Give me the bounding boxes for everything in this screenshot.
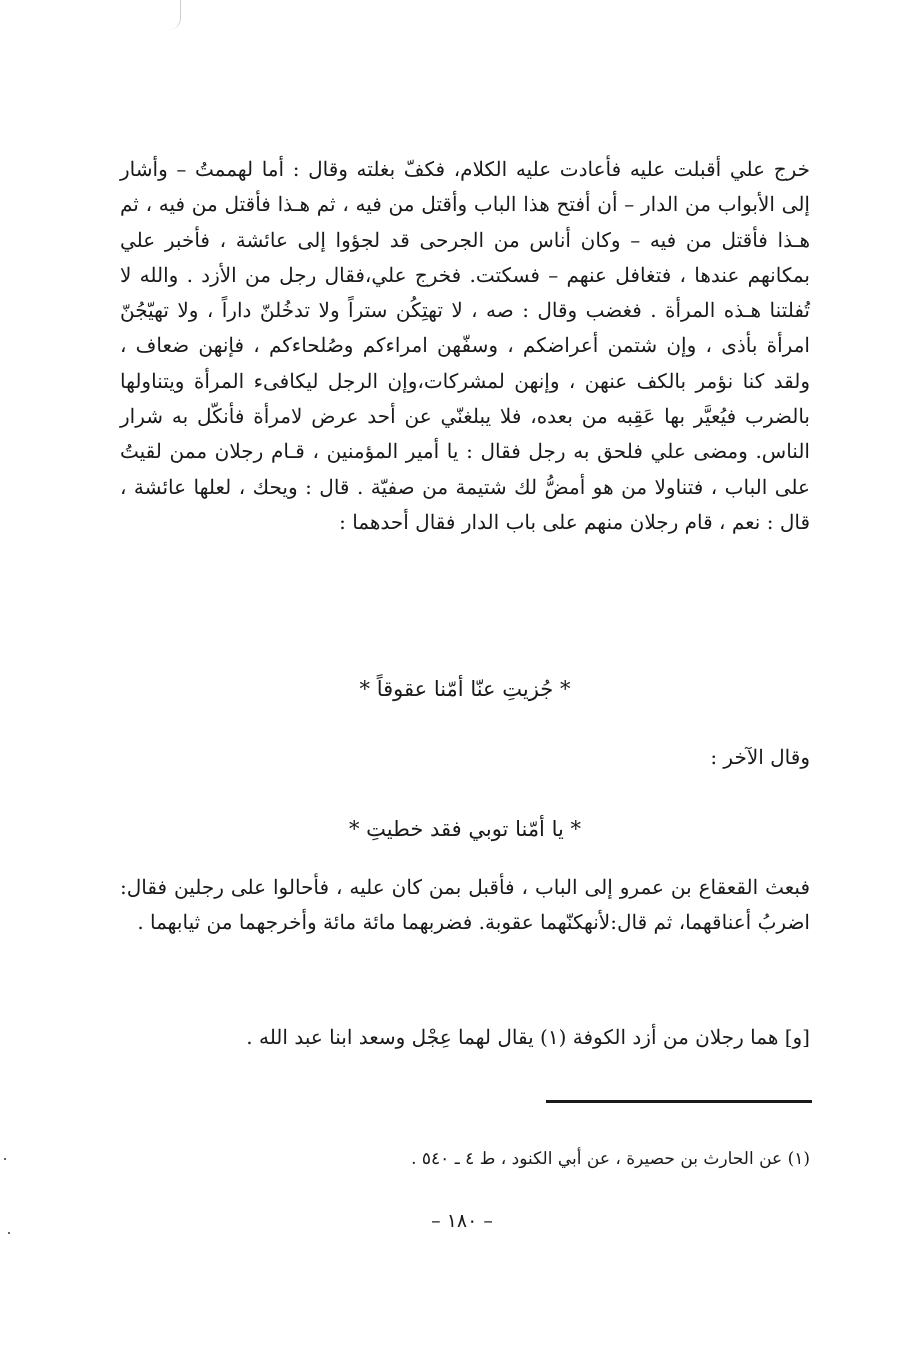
margin-speck [8,1232,10,1234]
footnote-separator [546,1100,812,1103]
main-text-block [120,152,810,540]
paragraph-3: [و] هما رجلان من أزد الكوفة (١) يقال لهما عِجْل وسعد ابنا عبد الله . [246,1025,810,1049]
paragraph-1: خرج علي أقبلت عليه فأعادت عليه الكلام، فكفّ بغلته وقال : أما لهممتُ – وأشار إلى الأبواب من الدار – أن أفتح هذا الباب وأقتل من فيه ، ثم هـذا فأقتل من فيه ، ثم هـذا فأقتل من فيه – وكان أناس من الجرحى قد لجؤوا إلى عائشة ، فأخبر علي بمكانهم عندها ، فتغافل عنهم – فسكتت. فخرج علي،فقال رجل من الأزد . والله لا تُفلتنا هـذه المرأة . فغضب وقال : صه ، لا تهتِكُن ستراً ولا تدخُلنّ داراً ، ولا تهيّجُنّ امرأة بأذى ، وإن شتمن أعراضكم ، وسفّهن امراءكم وصُلحاءكم ، فإنهن ضعاف ، ولقد كنا نؤمر بالكف عنهن ، وإنهن لمشركات،وإن الرجل ليكافىء المرأة ويتناولها بالضرب فيُعيَّر بها عَقِبه من بعده، فلا يبلغنّي عن أحد عرض لامرأة فأنكّل به شرار الناس. ومضى علي فلحق به رجل فقال : يا أمير المؤمنين ، قـام رجلان ممن لقيتُ على الباب ، فتناولا من هو أمضُّ لك شتيمة من صفيّة . قال : ويحك ، لعلها عائشة ، قال : نعم ، قام رجلان منهم على باب الدار فقال أحدهما : [120,157,810,534]
said-other-line: وقال الآخر : [710,745,810,769]
verse-line-2: * يا أمّنا توبي فقد خطيتِ * [348,817,581,841]
margin-speck [4,1158,6,1160]
paragraph-2-block [120,870,810,941]
verse-line-1: * جُزيتِ عنّا أمّنا عقوقاً * [359,677,571,701]
footnote-1: (١) عن الحارث بن حصيرة ، عن أبي الكنود ، ط ٤ ـ ٥٤٠ . [411,1149,810,1169]
page-edge-mark [166,0,181,30]
paragraph-3-block [120,1020,810,1055]
paragraph-2: فبعث القعقاع بن عمرو إلى الباب ، فأقبل بمن كان عليه ، فأحالوا على رجلين فقال: اضربُ أعناقهما، ثم قال:لأنهكنّهما عقوبة. فضربهما مائة مائة وأخرجهما من ثيابهما . [120,875,810,935]
page-number: – ١٨٠ – [431,1210,493,1232]
